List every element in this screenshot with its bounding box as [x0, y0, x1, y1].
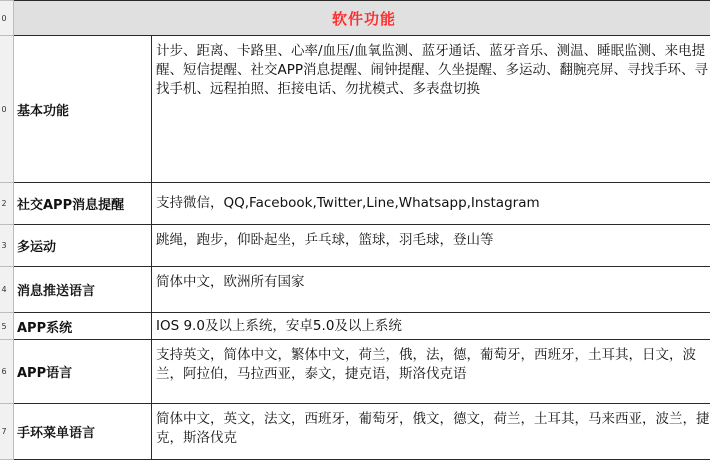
- table-row: [0, 36, 710, 183]
- table-row: [0, 225, 710, 267]
- table-header-row: [0, 1, 710, 36]
- table-row: [0, 267, 710, 313]
- feature-desc-cell[interactable]: 计步、距离、卡路里、心率/血压/血氧监测、蓝牙通话、蓝牙音乐、测温、睡眠监测、来电提醒、短信提醒、社交APP消息提醒、闹钟提醒、久坐提醒、多运动、翻腕亮屏、寻找手环、寻找手机、远程拍照、拒接电话、勿扰模式、多表盘切换: [152, 36, 710, 183]
- table-row: [0, 340, 710, 404]
- feature-desc-cell[interactable]: 支持微信，QQ,Facebook,Twitter,Line,Whatsapp,Instagram: [152, 183, 710, 225]
- row-number[interactable]: 0: [0, 36, 14, 183]
- feature-name-cell[interactable]: 多运动: [14, 225, 152, 267]
- feature-desc-cell[interactable]: 简体中文，英文，法文，西班牙，葡萄牙，俄文，德文，荷兰，土耳其，马来西亚，波兰，捷克，斯洛伐克: [152, 404, 710, 460]
- row-number[interactable]: 2: [0, 183, 14, 225]
- feature-name-cell[interactable]: APP系统: [14, 313, 152, 340]
- row-number[interactable]: 5: [0, 313, 14, 340]
- feature-desc-cell[interactable]: IOS 9.0及以上系统，安卓5.0及以上系统: [152, 313, 710, 340]
- feature-desc-cell[interactable]: 简体中文，欧洲所有国家: [152, 267, 710, 313]
- feature-name-cell[interactable]: 消息推送语言: [14, 267, 152, 313]
- table-title[interactable]: 软件功能: [14, 1, 710, 36]
- table-row: [0, 313, 710, 340]
- table-row: [0, 183, 710, 225]
- feature-name-cell[interactable]: APP语言: [14, 340, 152, 404]
- row-number[interactable]: 7: [0, 404, 14, 460]
- feature-name-cell[interactable]: 基本功能: [14, 36, 152, 183]
- feature-name-cell[interactable]: 社交APP消息提醒: [14, 183, 152, 225]
- row-number[interactable]: 4: [0, 267, 14, 313]
- row-number[interactable]: 3: [0, 225, 14, 267]
- feature-name-cell[interactable]: 手环菜单语言: [14, 404, 152, 460]
- row-number[interactable]: 0: [0, 1, 14, 36]
- row-number[interactable]: 6: [0, 340, 14, 404]
- feature-desc-cell[interactable]: 跳绳，跑步，仰卧起坐，乒乓球，篮球，羽毛球，登山等: [152, 225, 710, 267]
- table-row: [0, 404, 710, 460]
- feature-desc-cell[interactable]: 支持英文，简体中文，繁体中文，荷兰，俄，法，德，葡萄牙，西班牙，土耳其，日文，波兰，阿拉伯，马拉西亚，泰文，捷克语，斯洛伐克语: [152, 340, 710, 404]
